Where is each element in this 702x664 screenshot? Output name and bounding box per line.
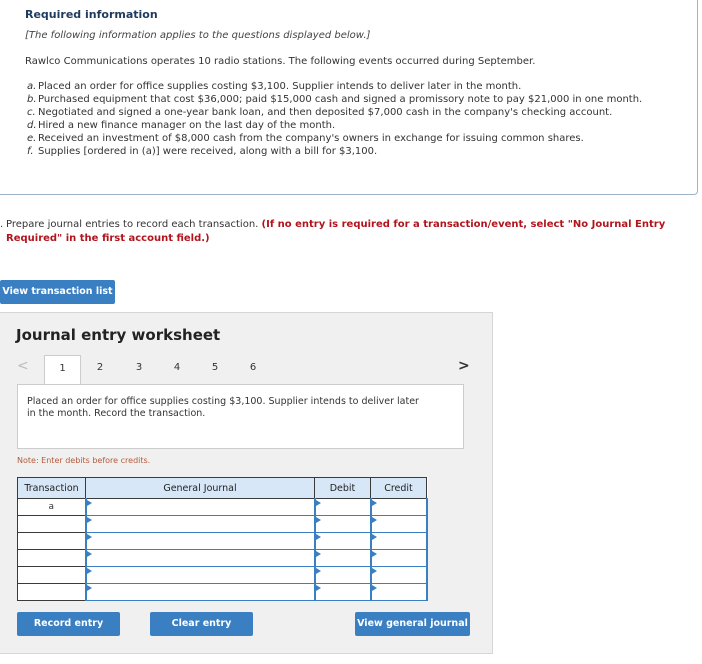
- account-input[interactable]: [86, 533, 315, 550]
- table-row: [18, 516, 427, 533]
- clear-entry-button[interactable]: Clear entry: [150, 612, 253, 636]
- next-arrow-icon[interactable]: >: [458, 358, 470, 374]
- journal-table: [17, 477, 428, 601]
- info-lead: Rawlco Communications operates 10 radio stations. The following events occurred during September.: [25, 56, 536, 67]
- event-text: Hired a new finance manager on the last day of the month.: [38, 120, 336, 131]
- event-item: [27, 145, 647, 158]
- account-input[interactable]: [86, 550, 315, 567]
- credit-input[interactable]: [371, 499, 427, 516]
- table-row: [18, 499, 427, 516]
- event-text: Supplies [ordered in (a)] were received, along with a bill for $3,100.: [38, 146, 378, 157]
- table-row: [18, 533, 427, 550]
- debit-input[interactable]: [315, 550, 371, 567]
- instruction-note-red: (If no entry is required for a transaction/event, select "No Journal Entry Required" in the first account field.): [6, 219, 666, 244]
- credit-input[interactable]: [371, 584, 427, 601]
- credit-input[interactable]: [371, 516, 427, 533]
- debit-input[interactable]: [315, 499, 371, 516]
- event-item: [27, 119, 647, 132]
- event-text: Placed an order for office supplies costing $3,100. Supplier intends to deliver later in the month.: [38, 81, 522, 92]
- account-input[interactable]: [86, 567, 315, 584]
- account-input[interactable]: [86, 499, 315, 516]
- event-letter: b.: [27, 94, 37, 105]
- event-text: Received an investment of $8,000 cash from the company's owners in exchange for issuing common shares.: [38, 133, 584, 144]
- event-letter: d.: [27, 120, 37, 131]
- event-text: Purchased equipment that cost $36,000; paid $15,000 cash and signed a promissory note to pay $21,000 in one month.: [38, 94, 643, 105]
- credit-input[interactable]: [371, 567, 427, 584]
- event-text: Negotiated and signed a one-year bank loan, and then deposited $7,000 cash in the company's checking account.: [38, 107, 613, 118]
- transaction-cell: [18, 516, 86, 533]
- tab-3[interactable]: 3: [135, 362, 143, 373]
- worksheet-title: Journal entry worksheet: [16, 326, 221, 344]
- account-input[interactable]: [86, 516, 315, 533]
- instruction-bullet: .: [0, 219, 4, 230]
- event-item: [27, 132, 647, 145]
- tab-5[interactable]: 5: [211, 362, 219, 373]
- instruction: [0, 218, 680, 246]
- debits-note: Note: Enter debits before credits.: [17, 456, 151, 465]
- col-header-general-journal: General Journal: [86, 478, 315, 499]
- view-general-journal-button[interactable]: View general journal: [355, 612, 470, 636]
- debit-input[interactable]: [315, 584, 371, 601]
- col-header-debit: Debit: [315, 478, 371, 499]
- info-intro: [The following information applies to the questions displayed below.]: [25, 30, 371, 41]
- debit-input[interactable]: [315, 567, 371, 584]
- credit-input[interactable]: [371, 550, 427, 567]
- tab-6[interactable]: 6: [249, 362, 257, 373]
- col-header-credit: Credit: [371, 478, 427, 499]
- info-title: Required information: [25, 8, 158, 21]
- event-letter: e.: [27, 133, 37, 144]
- event-item: [27, 80, 647, 93]
- col-header-transaction: Transaction: [18, 478, 86, 499]
- tab-2[interactable]: 2: [96, 362, 104, 373]
- table-row: [18, 550, 427, 567]
- tab-1[interactable]: 1: [44, 355, 81, 385]
- view-transaction-list-button[interactable]: View transaction list: [0, 280, 115, 304]
- event-item: [27, 106, 647, 119]
- transaction-cell: [18, 584, 86, 601]
- events-list: [27, 80, 647, 158]
- credit-input[interactable]: [371, 533, 427, 550]
- debit-input[interactable]: [315, 516, 371, 533]
- transaction-cell: a: [18, 499, 86, 516]
- record-entry-button[interactable]: Record entry: [17, 612, 120, 636]
- instruction-text: Prepare journal entries to record each transaction.: [6, 219, 259, 230]
- event-item: [27, 93, 647, 106]
- transaction-description: Placed an order for office supplies costing $3,100. Supplier intends to deliver later in the month. Record the transaction.: [27, 396, 419, 419]
- debit-input[interactable]: [315, 533, 371, 550]
- table-row: [18, 567, 427, 584]
- tab-4[interactable]: 4: [173, 362, 181, 373]
- event-letter: f.: [27, 146, 34, 157]
- account-input[interactable]: [86, 584, 315, 601]
- prev-arrow-icon[interactable]: <: [17, 358, 29, 374]
- table-row: [18, 584, 427, 601]
- event-letter: c.: [27, 107, 36, 118]
- transaction-cell: [18, 550, 86, 567]
- transaction-cell: [18, 567, 86, 584]
- transaction-cell: [18, 533, 86, 550]
- event-letter: a.: [27, 81, 37, 92]
